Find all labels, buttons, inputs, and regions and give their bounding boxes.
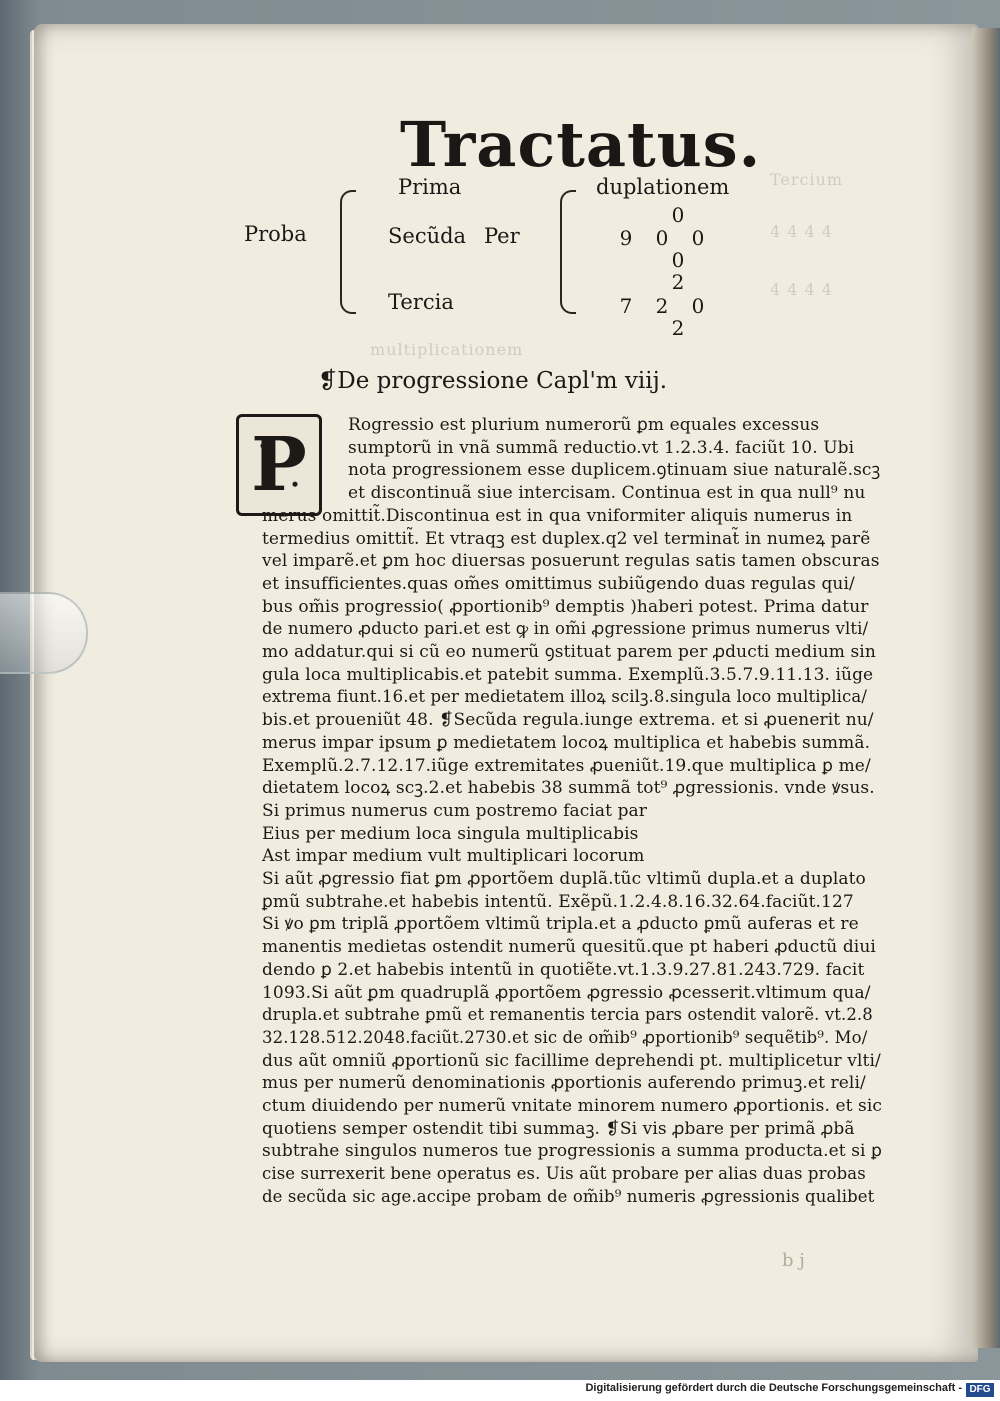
text-line: extrema fiunt.16.et per medietatem illoꝝ scilꝫ.8.singula loco multiplica/ <box>262 687 867 707</box>
text-line: vel imparẽ.et ꝑm hoc diuersas posuerunt regulas satis tamen obscuras <box>262 551 880 572</box>
cross1-top: 0 <box>671 203 685 227</box>
proba-item-secunda: Secũda <box>388 224 467 248</box>
text-line: Rogressio est plurium numerorũ ꝑm equales excessus <box>348 415 820 435</box>
proba-label: Proba <box>244 222 307 246</box>
proba-item-tercia: Tercia <box>388 290 454 314</box>
cross1-center: 0 <box>655 226 669 250</box>
text-line: bis.et proueniũt 48. ❡Secũda regula.iunge extrema. et si ꝓuenerit nu/ <box>262 710 874 731</box>
text-line: termedius omittit̃. Et vtraqꝫ est duplex.q2 vel terminat̃ in numeꝝ parẽ <box>262 528 871 549</box>
signature-mark: b j <box>782 1250 805 1271</box>
text-line: de secũda sic age.accipe probam de om̃ib⁹ numeris ꝓgressionis qualibet <box>262 1186 875 1206</box>
footer-bar <box>0 1380 1000 1401</box>
show-through-text: multiplicationem <box>370 340 524 359</box>
show-through-text: 4 4 4 4 <box>770 222 833 241</box>
text-line: Si aũt ꝓgressio fiat ꝑm ꝓportõem duplã.tũc vltimũ dupla.et a duplato <box>262 869 866 889</box>
text-line: Ast impar medium vult multiplicari locorum <box>262 846 645 867</box>
proba-item-prima: Prima <box>398 175 462 199</box>
text-line: de numero ꝓducto pari.et est ꝙ in om̃i ꝓgressione primus numerus vlti/ <box>262 619 869 639</box>
chapter-heading: ❡De progressione Capl'm viij. <box>318 368 668 394</box>
per-label: Per <box>484 224 520 248</box>
text-line: dus aũt omniũ ꝓportionũ sic facillime deprehendi pt. multiplicetur vlti/ <box>262 1050 881 1071</box>
cross1-left: 9 <box>619 226 633 250</box>
text-line: merus omittit̃.Discontinua est in qua vniformiter aliquis numerus in <box>262 505 853 526</box>
text-line: mo addatur.qui si cũ eo numerũ ꝯstituat parem per ꝓducti medium sin <box>262 642 876 662</box>
text-line: Eius per medium loca singula multiplicabis <box>262 823 639 844</box>
page-clip <box>0 592 88 674</box>
brace <box>340 190 356 314</box>
text-line: ꝑmũ subtrahe.et habebis intentũ. Exẽpũ.1.2.4.8.16.32.64.faciũt.127 <box>262 891 854 912</box>
cross2-bottom: 2 <box>671 316 685 340</box>
text-line: et insufficientes.quas om̃es omittimus subiũgendo duas regulas qui/ <box>262 573 855 594</box>
show-through-text: Tercium <box>770 170 844 189</box>
cross1-right: 0 <box>691 226 705 250</box>
cross2-left: 7 <box>619 294 633 318</box>
footer-credit: Digitalisierung gefördert durch die Deutsche Forschungsgemeinschaft - <box>585 1382 962 1394</box>
cross2-right: 0 <box>691 294 705 318</box>
text-line: sumptorũ in vnã summã reductio.vt 1.2.3.4. faciũt 10. Ubi <box>348 437 855 458</box>
dfg-logo: DFG <box>966 1383 994 1397</box>
decorated-initial: P <box>236 414 322 516</box>
cross2-center: 2 <box>655 294 669 318</box>
text-line: merus impar ipsum ꝑ medietatem locoꝝ multiplica et habebis summã. <box>262 732 871 753</box>
text-line: subtrahe singulos numeros tue progressionis a summa producta.et si ꝑ <box>262 1141 882 1162</box>
text-line: quotiens semper ostendit tibi summaꝫ. ❡Si vis ꝓbare per primã ꝓbã <box>262 1118 855 1139</box>
text-line: 32.128.512.2048.faciũt.2730.et sic de om̃ib⁹ ꝓportionib⁹ sequẽtib⁹. Mo/ <box>262 1027 868 1047</box>
text-line: Exemplũ.2.7.12.17.iũge extremitates ꝓueniũt.19.que multiplica ꝑ me/ <box>262 755 871 776</box>
text-line: cise surrexerit bene operatus es. Uis aũt probare per alias duas probas <box>262 1164 866 1184</box>
brace <box>560 190 576 314</box>
text-line: ctum diuidendo per numerũ vnitate minorem numero ꝓportionis. et sic <box>262 1096 883 1116</box>
page-title: Tractatus. <box>400 108 762 181</box>
cross1-bottom: 0 <box>671 248 685 272</box>
method-label: duplationem <box>596 175 730 199</box>
text-line: et discontinuã siue intercisam. Continua est in qua null⁹ nu <box>348 483 866 504</box>
text-line: gula loca multiplicabis.et patebit summa. Exemplũ.3.5.7.9.11.13. iũge <box>262 664 874 685</box>
text-line: manentis medietas ostendit numerũ quesitũ.que pt haberi ꝓductũ diui <box>262 937 876 958</box>
text-line: mus per numerũ denominationis ꝓportionis auferendo primuꝫ.et reli/ <box>262 1073 866 1094</box>
text-line: dendo ꝑ 2.et habebis intentũ in quotiẽte.vt.1.3.9.27.81.243.729. facit <box>262 959 865 980</box>
text-line: Si ꝟo ꝑm triplã ꝓportõem vltimũ tripla.et a ꝓducto ꝑmũ auferas et re <box>262 914 859 935</box>
text-line: bus om̃is progressio( ꝓportionib⁹ demptis )haberi potest. Prima datur <box>262 596 869 617</box>
text-line: 1093.Si aũt ꝑm quadruplã ꝓportõem ꝓgressio ꝓcesserit.vltimum qua/ <box>262 982 871 1003</box>
text-line: drupla.et subtrahe ꝑmũ et remanentis tercia pars ostendit valorẽ. vt.2.8 <box>262 1005 873 1025</box>
cross1-extra: 2 <box>671 270 685 294</box>
show-through-text: 4 4 4 4 <box>770 280 833 299</box>
text-line: nota progressionem esse duplicem.ꝯtinuam siue naturalẽ.scꝫ <box>348 460 881 481</box>
text-line: dietatem locoꝝ scꝫ.2.et habebis 38 summã tot⁹ ꝓgressionis. vnde ꝟsus. <box>262 778 875 799</box>
book-gutter <box>972 28 1000 1348</box>
text-line: Si primus numerus cum postremo faciat par <box>262 800 648 821</box>
